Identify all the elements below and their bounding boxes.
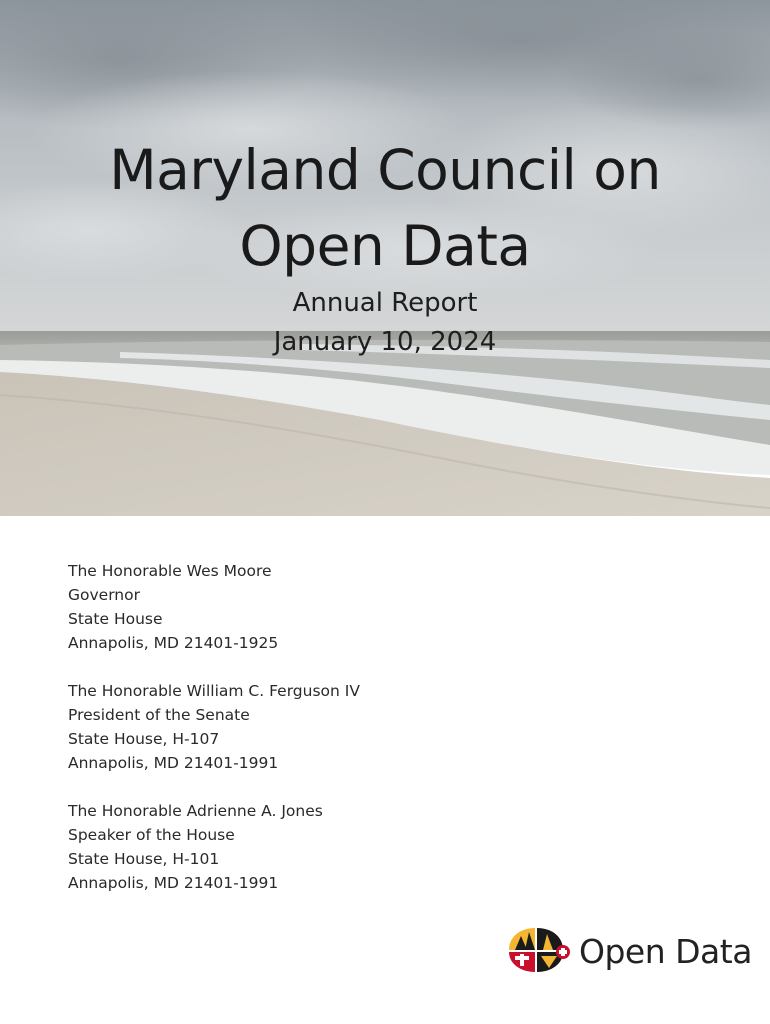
report-subtitle (0, 284, 770, 362)
open-data-logo (507, 926, 757, 976)
recipient-title: Speaker of the House (68, 826, 235, 844)
recipient-office: State House, H-107 (68, 730, 220, 748)
subtitle-text: Annual Report (292, 288, 478, 318)
recipient-name: The Honorable Wes Moore (68, 562, 272, 580)
recipient-city: Annapolis, MD 21401-1925 (68, 634, 279, 652)
recipient-city: Annapolis, MD 21401-1991 (68, 754, 279, 772)
logo-text: Open Data (579, 931, 752, 971)
recipient-office: State House, H-101 (68, 850, 220, 868)
title-line-1: Maryland Council on (109, 138, 661, 202)
recipient-title: President of the Senate (68, 706, 250, 724)
recipient-name: The Honorable William C. Ferguson IV (68, 682, 360, 700)
title-line-2: Open Data (239, 214, 531, 278)
recipient-addresses (68, 559, 568, 919)
recipient-city: Annapolis, MD 21401-1991 (68, 874, 279, 892)
report-title (0, 132, 770, 284)
recipient-title: Governor (68, 586, 140, 604)
maryland-flag-logo-icon (507, 926, 573, 976)
report-date: January 10, 2024 (273, 327, 497, 357)
address-block (68, 679, 568, 775)
recipient-office: State House (68, 610, 163, 628)
recipient-name: The Honorable Adrienne A. Jones (68, 802, 323, 820)
address-block (68, 559, 568, 655)
address-block (68, 799, 568, 895)
